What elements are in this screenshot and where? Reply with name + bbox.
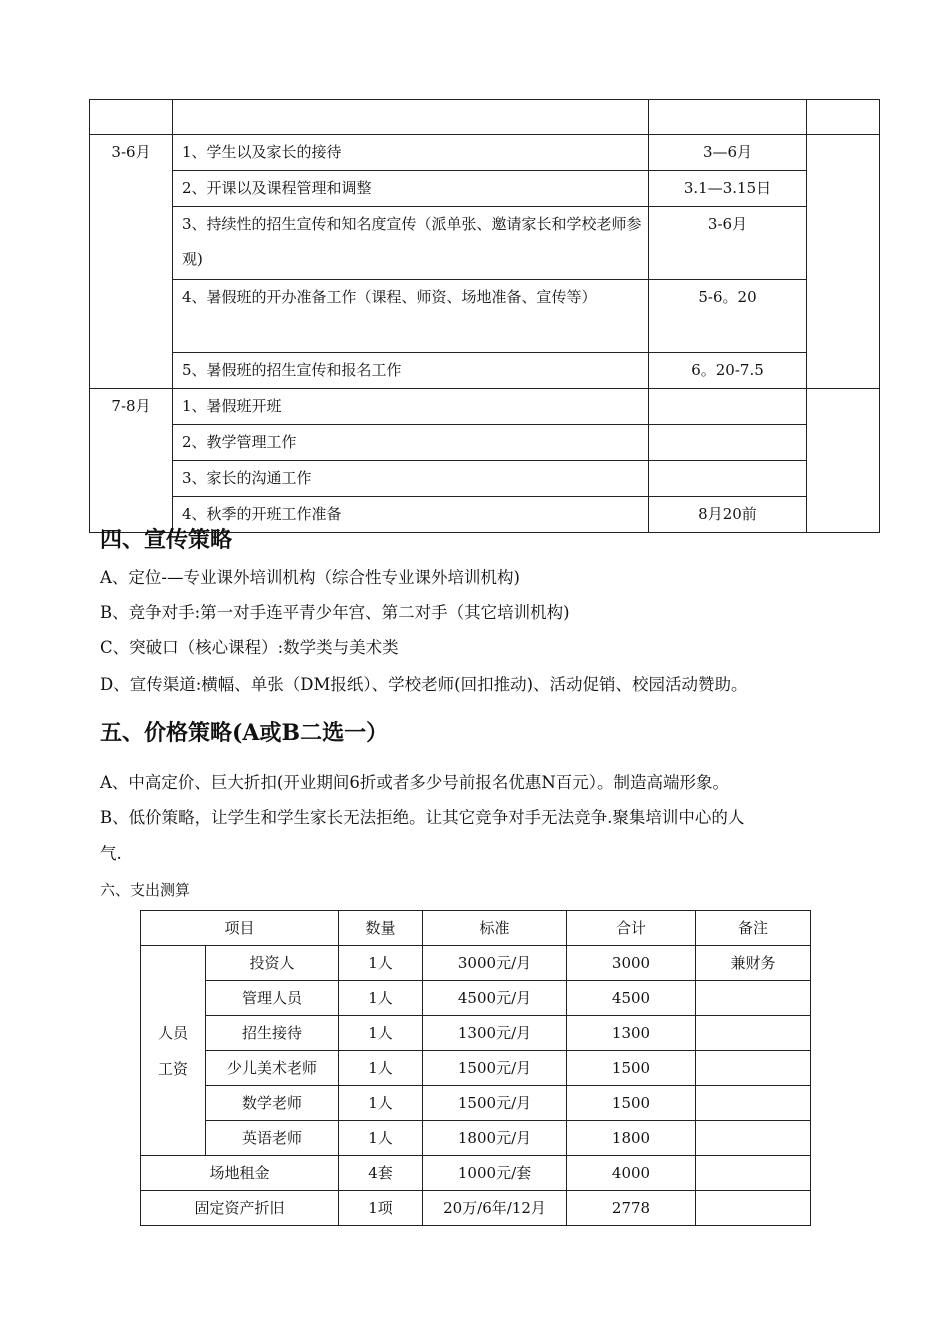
paragraph: D、宣传渠道:横幅、单张（DM报纸）、学校老师(回扣推动)、活动促销、校园活动赞助。 [100, 675, 748, 694]
schedule-table [89, 99, 880, 533]
task-cell: 2、教学管理工作 [173, 425, 649, 461]
table-cell [649, 100, 807, 135]
item-cell: 英语老师 [206, 1121, 339, 1156]
table-row [90, 389, 880, 425]
task-cell: 3、家长的沟通工作 [173, 461, 649, 497]
table-row [141, 981, 811, 1016]
section-title-pricing: 五、价格策略(A或B二选一） [100, 720, 389, 746]
table-row [141, 1051, 811, 1086]
table-row [90, 100, 880, 135]
table-row [141, 1016, 811, 1051]
total-cell: 1500 [567, 1086, 696, 1121]
qty-cell: 1人 [339, 981, 423, 1016]
table-row [141, 1191, 811, 1226]
item-cell: 数学老师 [206, 1086, 339, 1121]
header-cell: 标准 [423, 911, 567, 946]
table-row [141, 1086, 811, 1121]
time-cell [649, 389, 807, 425]
item-cell: 场地租金 [141, 1156, 339, 1191]
time-cell [649, 461, 807, 497]
remark-cell [807, 389, 880, 533]
item-cell: 少儿美术老师 [206, 1051, 339, 1086]
qty-cell: 4套 [339, 1156, 423, 1191]
task-cell: 1、暑假班开班 [173, 389, 649, 425]
time-cell: 5-6。20 [649, 280, 807, 353]
header-cell: 项目 [141, 911, 339, 946]
item-cell: 固定资产折旧 [141, 1191, 339, 1226]
std-cell: 20万/6年/12月 [423, 1191, 567, 1226]
std-cell: 3000元/月 [423, 946, 567, 981]
task-cell: 4、暑假班的开办准备工作（课程、师资、场地准备、宣传等） [173, 280, 649, 353]
note-cell [696, 1016, 811, 1051]
note-cell [696, 1051, 811, 1086]
time-cell: 3-6月 [649, 207, 807, 280]
table-row [90, 135, 880, 171]
time-cell: 8月20前 [649, 497, 807, 533]
task-cell: 1、学生以及家长的接待 [173, 135, 649, 171]
std-cell: 1500元/月 [423, 1086, 567, 1121]
total-cell: 3000 [567, 946, 696, 981]
staff-label: 工资 [157, 1059, 188, 1078]
item-cell: 招生接待 [206, 1016, 339, 1051]
time-cell: 3—6月 [649, 135, 807, 171]
total-cell: 4500 [567, 981, 696, 1016]
time-cell [649, 425, 807, 461]
qty-cell: 1人 [339, 1086, 423, 1121]
paragraph: B、低价策略，让学生和学生家长无法拒绝。让其它竞争对手无法竞争.聚集培训中心的人 [100, 808, 745, 827]
table-row [90, 171, 880, 207]
section-title-expense: 六、支出测算 [100, 881, 191, 899]
table-row [90, 425, 880, 461]
table-header-row [141, 911, 811, 946]
task-cell: 3、持续性的招生宣传和知名度宣传（派单张、邀请家长和学校老师参观) [173, 207, 649, 280]
paragraph: A、中高定价、巨大折扣(开业期间6折或者多少号前报名优惠N百元）。制造高端形象。 [100, 773, 730, 792]
std-cell: 1500元/月 [423, 1051, 567, 1086]
item-cell: 管理人员 [206, 981, 339, 1016]
std-cell: 1000元/套 [423, 1156, 567, 1191]
item-cell: 投资人 [206, 946, 339, 981]
note-cell: 兼财务 [696, 946, 811, 981]
paragraph: 气. [100, 844, 122, 863]
table-cell [173, 100, 649, 135]
total-cell: 1800 [567, 1121, 696, 1156]
std-cell: 1800元/月 [423, 1121, 567, 1156]
staff-salary-cell [141, 946, 206, 1156]
qty-cell: 1项 [339, 1191, 423, 1226]
time-cell: 6。20-7.5 [649, 353, 807, 389]
paragraph: C、突破口（核心课程）:数学类与美术类 [100, 638, 399, 657]
qty-cell: 1人 [339, 1051, 423, 1086]
time-cell: 3.1—3.15日 [649, 171, 807, 207]
paragraph: A、定位-—专业课外培训机构（综合性专业课外培训机构) [100, 568, 520, 587]
table-row [141, 946, 811, 981]
total-cell: 2778 [567, 1191, 696, 1226]
period-cell: 3-6月 [90, 135, 173, 389]
table-row [141, 1121, 811, 1156]
paragraph: B、竞争对手:第一对手连平青少年宫、第二对手（其它培训机构) [100, 603, 570, 622]
remark-cell [807, 135, 880, 389]
qty-cell: 1人 [339, 1121, 423, 1156]
std-cell: 1300元/月 [423, 1016, 567, 1051]
table-row [90, 207, 880, 280]
header-cell: 数量 [339, 911, 423, 946]
table-row [141, 1156, 811, 1191]
total-cell: 1500 [567, 1051, 696, 1086]
section-title-promotion: 四、宣传策略 [100, 527, 233, 553]
note-cell [696, 981, 811, 1016]
staff-label: 人员 [157, 1023, 188, 1042]
table-row [90, 280, 880, 353]
header-cell: 备注 [696, 911, 811, 946]
total-cell: 4000 [567, 1156, 696, 1191]
table-row [90, 461, 880, 497]
qty-cell: 1人 [339, 1016, 423, 1051]
total-cell: 1300 [567, 1016, 696, 1051]
note-cell [696, 1121, 811, 1156]
table-cell [90, 100, 173, 135]
period-cell: 7-8月 [90, 389, 173, 533]
table-cell [807, 100, 880, 135]
task-cell: 5、暑假班的招生宣传和报名工作 [173, 353, 649, 389]
note-cell [696, 1086, 811, 1121]
table-row [90, 353, 880, 389]
header-cell: 合计 [567, 911, 696, 946]
note-cell [696, 1156, 811, 1191]
task-cell: 2、开课以及课程管理和调整 [173, 171, 649, 207]
qty-cell: 1人 [339, 946, 423, 981]
note-cell [696, 1191, 811, 1226]
expense-table [140, 910, 811, 1226]
std-cell: 4500元/月 [423, 981, 567, 1016]
task-cell: 4、秋季的开班工作准备 [173, 497, 649, 533]
